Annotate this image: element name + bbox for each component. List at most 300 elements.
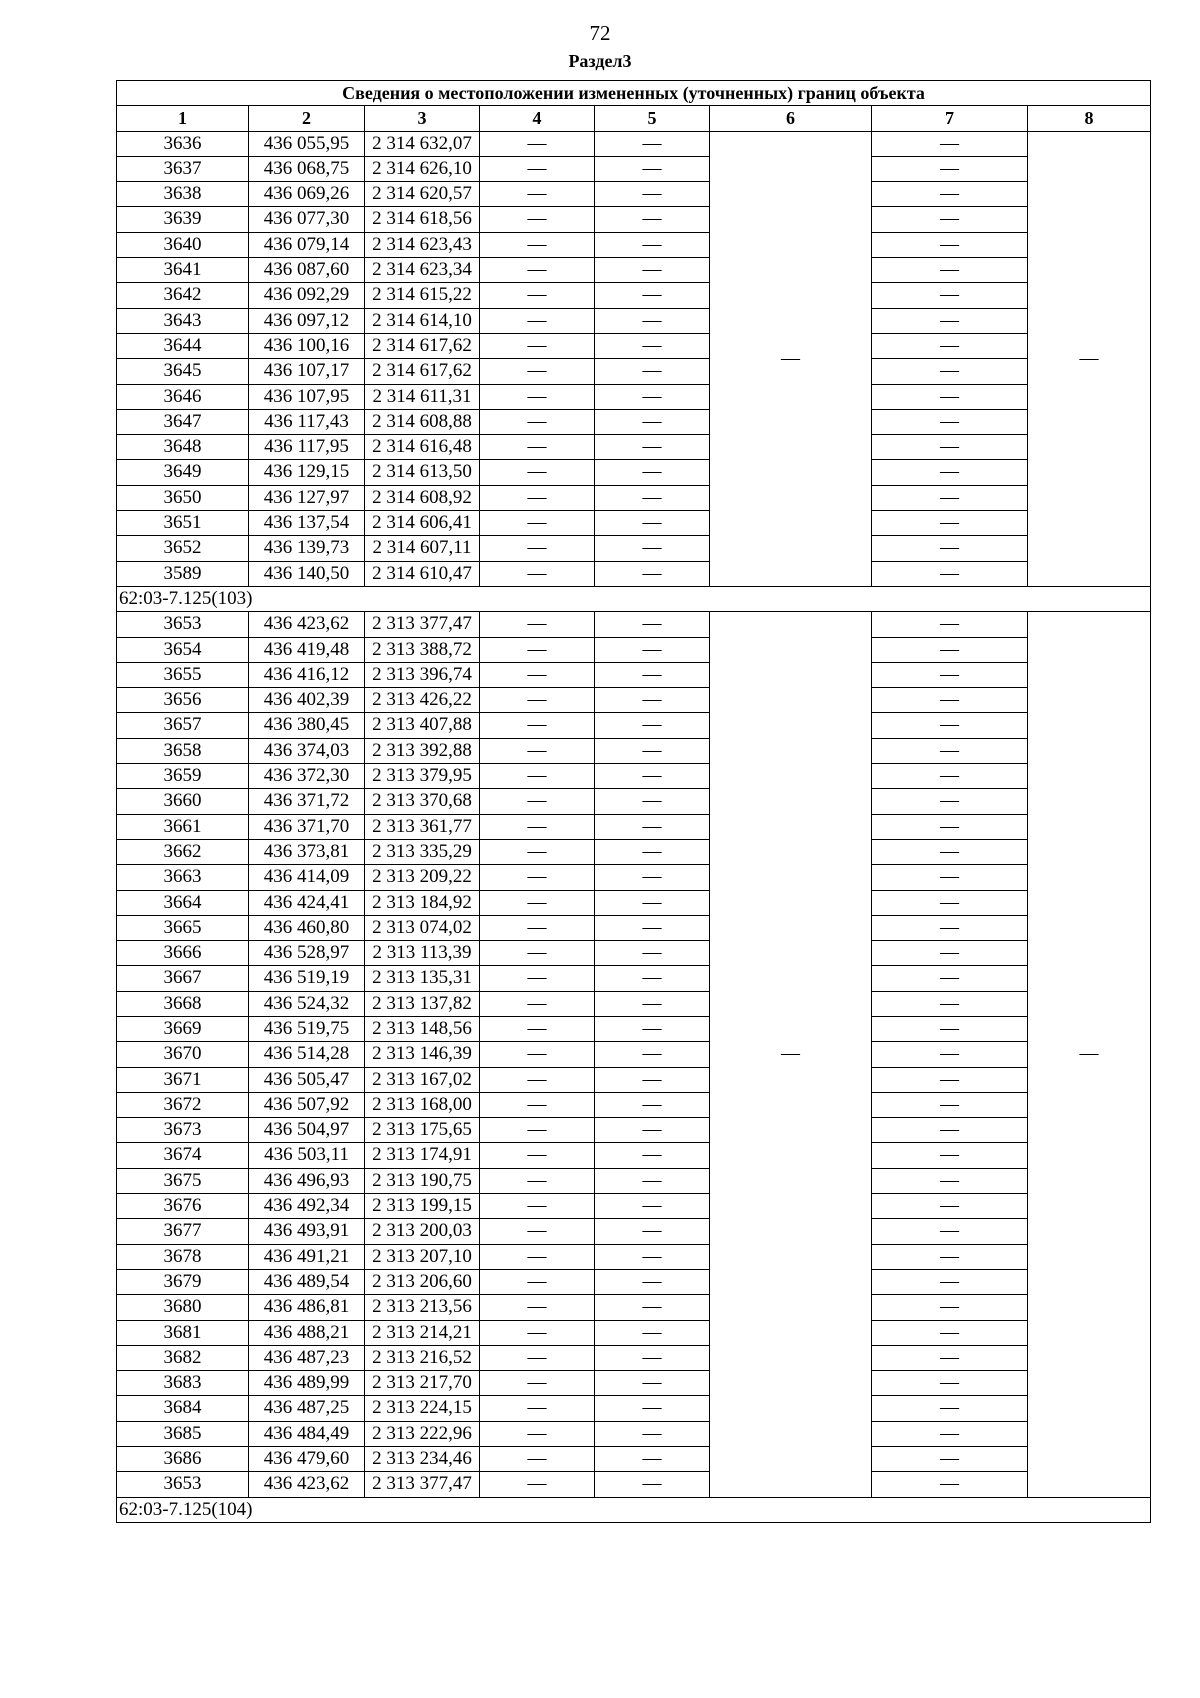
y-coordinate-cell: 2 313 214,21 xyxy=(365,1320,480,1345)
point-number-cell: 3649 xyxy=(117,460,249,485)
col6-merged-cell: — xyxy=(710,612,872,1497)
col7-cell: — xyxy=(872,156,1028,181)
y-coordinate-cell: 2 313 135,31 xyxy=(365,966,480,991)
col7-cell: — xyxy=(872,1447,1028,1472)
y-coordinate-cell: 2 314 606,41 xyxy=(365,511,480,536)
x-coordinate-cell: 436 129,15 xyxy=(249,460,365,485)
col5-cell: — xyxy=(595,1194,710,1219)
col5-cell: — xyxy=(595,1371,710,1396)
point-number-cell: 3652 xyxy=(117,536,249,561)
point-number-cell: 3653 xyxy=(117,1472,249,1497)
point-number-cell: 3667 xyxy=(117,966,249,991)
table-row xyxy=(117,1269,1151,1294)
col4-cell: — xyxy=(480,1396,595,1421)
col7-cell: — xyxy=(872,536,1028,561)
point-number-cell: 3683 xyxy=(117,1371,249,1396)
col4-cell: — xyxy=(480,485,595,510)
col8-merged-cell: — xyxy=(1028,612,1151,1497)
column-number: 1 xyxy=(117,106,249,131)
col5-cell: — xyxy=(595,890,710,915)
x-coordinate-cell: 436 528,97 xyxy=(249,941,365,966)
y-coordinate-cell: 2 313 137,82 xyxy=(365,991,480,1016)
col7-cell: — xyxy=(872,561,1028,586)
point-number-cell: 3679 xyxy=(117,1269,249,1294)
col5-cell: — xyxy=(595,966,710,991)
y-coordinate-cell: 2 313 206,60 xyxy=(365,1269,480,1294)
col5-cell: — xyxy=(595,1447,710,1472)
col7-cell: — xyxy=(872,637,1028,662)
col4-cell: — xyxy=(480,1244,595,1269)
table-row xyxy=(117,1219,1151,1244)
col7-cell: — xyxy=(872,435,1028,460)
y-coordinate-cell: 2 313 190,75 xyxy=(365,1168,480,1193)
col5-cell: — xyxy=(595,688,710,713)
col4-cell: — xyxy=(480,713,595,738)
col7-cell: — xyxy=(872,384,1028,409)
col5-cell: — xyxy=(595,865,710,890)
x-coordinate-cell: 436 372,30 xyxy=(249,764,365,789)
table-row xyxy=(117,1396,1151,1421)
x-coordinate-cell: 436 374,03 xyxy=(249,738,365,763)
table-row xyxy=(117,1168,1151,1193)
y-coordinate-cell: 2 313 184,92 xyxy=(365,890,480,915)
col5-cell: — xyxy=(595,333,710,358)
col5-cell: — xyxy=(595,764,710,789)
point-number-cell: 3658 xyxy=(117,738,249,763)
table-row xyxy=(117,890,1151,915)
table-row xyxy=(117,1421,1151,1446)
y-coordinate-cell: 2 314 626,10 xyxy=(365,156,480,181)
col5-cell: — xyxy=(595,1168,710,1193)
x-coordinate-cell: 436 492,34 xyxy=(249,1194,365,1219)
y-coordinate-cell: 2 313 388,72 xyxy=(365,637,480,662)
y-coordinate-cell: 2 314 615,22 xyxy=(365,283,480,308)
y-coordinate-cell: 2 314 617,62 xyxy=(365,359,480,384)
x-coordinate-cell: 436 371,72 xyxy=(249,789,365,814)
point-number-cell: 3589 xyxy=(117,561,249,586)
col4-cell: — xyxy=(480,1092,595,1117)
col4-cell: — xyxy=(480,182,595,207)
table-row xyxy=(117,1118,1151,1143)
point-number-cell: 3644 xyxy=(117,333,249,358)
column-number: 2 xyxy=(249,106,365,131)
x-coordinate-cell: 436 505,47 xyxy=(249,1067,365,1092)
y-coordinate-cell: 2 313 200,03 xyxy=(365,1219,480,1244)
y-coordinate-cell: 2 313 377,47 xyxy=(365,612,480,637)
point-number-cell: 3637 xyxy=(117,156,249,181)
col7-cell: — xyxy=(872,1421,1028,1446)
col4-cell: — xyxy=(480,688,595,713)
table-row xyxy=(117,1295,1151,1320)
table-row xyxy=(117,561,1151,586)
y-coordinate-cell: 2 313 146,39 xyxy=(365,1042,480,1067)
x-coordinate-cell: 436 487,23 xyxy=(249,1345,365,1370)
col4-cell: — xyxy=(480,637,595,662)
col4-cell: — xyxy=(480,207,595,232)
x-coordinate-cell: 436 514,28 xyxy=(249,1042,365,1067)
col7-cell: — xyxy=(872,1016,1028,1041)
col4-cell: — xyxy=(480,1295,595,1320)
x-coordinate-cell: 436 424,41 xyxy=(249,890,365,915)
column-number: 3 xyxy=(365,106,480,131)
page-number: 72 xyxy=(589,21,611,45)
x-coordinate-cell: 436 416,12 xyxy=(249,662,365,687)
table-row xyxy=(117,1320,1151,1345)
boundary-coordinates-table xyxy=(116,80,1151,1523)
col4-cell: — xyxy=(480,1219,595,1244)
col7-cell: — xyxy=(872,258,1028,283)
y-coordinate-cell: 2 313 213,56 xyxy=(365,1295,480,1320)
column-number: 8 xyxy=(1028,106,1151,131)
y-coordinate-cell: 2 314 608,88 xyxy=(365,409,480,434)
y-coordinate-cell: 2 314 618,56 xyxy=(365,207,480,232)
column-number: 7 xyxy=(872,106,1028,131)
y-coordinate-cell: 2 313 392,88 xyxy=(365,738,480,763)
point-number-cell: 3670 xyxy=(117,1042,249,1067)
col4-cell: — xyxy=(480,1168,595,1193)
table-row xyxy=(117,991,1151,1016)
col4-cell: — xyxy=(480,232,595,257)
x-coordinate-cell: 436 097,12 xyxy=(249,308,365,333)
col7-cell: — xyxy=(872,612,1028,637)
col4-cell: — xyxy=(480,561,595,586)
x-coordinate-cell: 436 079,14 xyxy=(249,232,365,257)
col7-cell: — xyxy=(872,308,1028,333)
x-coordinate-cell: 436 137,54 xyxy=(249,511,365,536)
col5-cell: — xyxy=(595,738,710,763)
y-coordinate-cell: 2 314 623,34 xyxy=(365,258,480,283)
col4-cell: — xyxy=(480,1269,595,1294)
point-number-cell: 3661 xyxy=(117,814,249,839)
col5-cell: — xyxy=(595,207,710,232)
y-coordinate-cell: 2 313 148,56 xyxy=(365,1016,480,1041)
point-number-cell: 3657 xyxy=(117,713,249,738)
col5-cell: — xyxy=(595,941,710,966)
col4-cell: — xyxy=(480,789,595,814)
table-row xyxy=(117,1194,1151,1219)
table-body xyxy=(117,81,1151,1523)
col7-cell: — xyxy=(872,182,1028,207)
point-number-cell: 3675 xyxy=(117,1168,249,1193)
col7-cell: — xyxy=(872,738,1028,763)
x-coordinate-cell: 436 107,95 xyxy=(249,384,365,409)
col4-cell: — xyxy=(480,865,595,890)
table-row xyxy=(117,384,1151,409)
col4-cell: — xyxy=(480,1447,595,1472)
col5-cell: — xyxy=(595,409,710,434)
x-coordinate-cell: 436 488,21 xyxy=(249,1320,365,1345)
y-coordinate-cell: 2 313 379,95 xyxy=(365,764,480,789)
x-coordinate-cell: 436 507,92 xyxy=(249,1092,365,1117)
point-number-cell: 3648 xyxy=(117,435,249,460)
col4-cell: — xyxy=(480,359,595,384)
y-coordinate-cell: 2 313 207,10 xyxy=(365,1244,480,1269)
x-coordinate-cell: 436 414,09 xyxy=(249,865,365,890)
x-coordinate-cell: 436 491,21 xyxy=(249,1244,365,1269)
col7-cell: — xyxy=(872,839,1028,864)
col5-cell: — xyxy=(595,283,710,308)
col7-cell: — xyxy=(872,232,1028,257)
y-coordinate-cell: 2 314 617,62 xyxy=(365,333,480,358)
x-coordinate-cell: 436 503,11 xyxy=(249,1143,365,1168)
table-row xyxy=(117,359,1151,384)
col7-cell: — xyxy=(872,764,1028,789)
x-coordinate-cell: 436 496,93 xyxy=(249,1168,365,1193)
col5-cell: — xyxy=(595,384,710,409)
table-row xyxy=(117,409,1151,434)
col5-cell: — xyxy=(595,1219,710,1244)
col5-cell: — xyxy=(595,1472,710,1497)
y-coordinate-cell: 2 313 199,15 xyxy=(365,1194,480,1219)
col4-cell: — xyxy=(480,1194,595,1219)
table-row xyxy=(117,1345,1151,1370)
x-coordinate-cell: 436 460,80 xyxy=(249,915,365,940)
col7-cell: — xyxy=(872,1219,1028,1244)
col7-cell: — xyxy=(872,1092,1028,1117)
table-row xyxy=(117,662,1151,687)
table-row xyxy=(117,1447,1151,1472)
table-row xyxy=(117,764,1151,789)
point-number-cell: 3655 xyxy=(117,662,249,687)
table-row xyxy=(117,1067,1151,1092)
point-number-cell: 3636 xyxy=(117,131,249,156)
table-row xyxy=(117,688,1151,713)
y-coordinate-cell: 2 313 222,96 xyxy=(365,1421,480,1446)
col5-cell: — xyxy=(595,1269,710,1294)
col4-cell: — xyxy=(480,333,595,358)
col5-cell: — xyxy=(595,814,710,839)
y-coordinate-cell: 2 313 175,65 xyxy=(365,1118,480,1143)
col7-cell: — xyxy=(872,1396,1028,1421)
col7-cell: — xyxy=(872,409,1028,434)
col5-cell: — xyxy=(595,612,710,637)
point-number-cell: 3659 xyxy=(117,764,249,789)
table-row xyxy=(117,612,1151,637)
x-coordinate-cell: 436 479,60 xyxy=(249,1447,365,1472)
table-row xyxy=(117,333,1151,358)
x-coordinate-cell: 436 373,81 xyxy=(249,839,365,864)
col7-cell: — xyxy=(872,1194,1028,1219)
point-number-cell: 3663 xyxy=(117,865,249,890)
point-number-cell: 3680 xyxy=(117,1295,249,1320)
point-number-cell: 3641 xyxy=(117,258,249,283)
col7-cell: — xyxy=(872,991,1028,1016)
table-row xyxy=(117,1042,1151,1067)
point-number-cell: 3686 xyxy=(117,1447,249,1472)
table-row xyxy=(117,865,1151,890)
x-coordinate-cell: 436 423,62 xyxy=(249,612,365,637)
y-coordinate-cell: 2 314 608,92 xyxy=(365,485,480,510)
x-coordinate-cell: 436 127,97 xyxy=(249,485,365,510)
col5-cell: — xyxy=(595,156,710,181)
table-row xyxy=(117,1092,1151,1117)
point-number-cell: 3664 xyxy=(117,890,249,915)
point-number-cell: 3669 xyxy=(117,1016,249,1041)
col7-cell: — xyxy=(872,359,1028,384)
col5-cell: — xyxy=(595,915,710,940)
col8-merged-cell: — xyxy=(1028,131,1151,586)
table-row xyxy=(117,915,1151,940)
table-row xyxy=(117,511,1151,536)
y-coordinate-cell: 2 314 623,43 xyxy=(365,232,480,257)
table-row xyxy=(117,232,1151,257)
col4-cell: — xyxy=(480,612,595,637)
y-coordinate-cell: 2 313 234,46 xyxy=(365,1447,480,1472)
y-coordinate-cell: 2 313 377,47 xyxy=(365,1472,480,1497)
x-coordinate-cell: 436 519,19 xyxy=(249,966,365,991)
x-coordinate-cell: 436 484,49 xyxy=(249,1421,365,1446)
col7-cell: — xyxy=(872,966,1028,991)
x-coordinate-cell: 436 402,39 xyxy=(249,688,365,713)
point-number-cell: 3674 xyxy=(117,1143,249,1168)
col4-cell: — xyxy=(480,1016,595,1041)
col7-cell: — xyxy=(872,865,1028,890)
col7-cell: — xyxy=(872,1320,1028,1345)
col4-cell: — xyxy=(480,764,595,789)
col5-cell: — xyxy=(595,460,710,485)
column-number: 6 xyxy=(710,106,872,131)
y-coordinate-cell: 2 314 614,10 xyxy=(365,308,480,333)
col4-cell: — xyxy=(480,941,595,966)
point-number-cell: 3666 xyxy=(117,941,249,966)
col7-cell: — xyxy=(872,1143,1028,1168)
y-coordinate-cell: 2 313 216,52 xyxy=(365,1345,480,1370)
x-coordinate-cell: 436 055,95 xyxy=(249,131,365,156)
table-row xyxy=(117,460,1151,485)
x-coordinate-cell: 436 489,99 xyxy=(249,1371,365,1396)
x-coordinate-cell: 436 504,97 xyxy=(249,1118,365,1143)
col7-cell: — xyxy=(872,1067,1028,1092)
col7-cell: — xyxy=(872,814,1028,839)
col7-cell: — xyxy=(872,207,1028,232)
y-coordinate-cell: 2 314 616,48 xyxy=(365,435,480,460)
col5-cell: — xyxy=(595,1295,710,1320)
point-number-cell: 3640 xyxy=(117,232,249,257)
x-coordinate-cell: 436 489,54 xyxy=(249,1269,365,1294)
col7-cell: — xyxy=(872,1269,1028,1294)
col7-cell: — xyxy=(872,1118,1028,1143)
x-coordinate-cell: 436 068,75 xyxy=(249,156,365,181)
col7-cell: — xyxy=(872,713,1028,738)
table-row xyxy=(117,1244,1151,1269)
point-number-cell: 3645 xyxy=(117,359,249,384)
col5-cell: — xyxy=(595,637,710,662)
y-coordinate-cell: 2 313 361,77 xyxy=(365,814,480,839)
col5-cell: — xyxy=(595,1143,710,1168)
y-coordinate-cell: 2 313 426,22 xyxy=(365,688,480,713)
table-row xyxy=(117,789,1151,814)
x-coordinate-cell: 436 100,16 xyxy=(249,333,365,358)
col7-cell: — xyxy=(872,662,1028,687)
point-number-cell: 3676 xyxy=(117,1194,249,1219)
col7-cell: — xyxy=(872,688,1028,713)
col7-cell: — xyxy=(872,1371,1028,1396)
point-number-cell: 3646 xyxy=(117,384,249,409)
col5-cell: — xyxy=(595,511,710,536)
col4-cell: — xyxy=(480,915,595,940)
x-coordinate-cell: 436 107,17 xyxy=(249,359,365,384)
col7-cell: — xyxy=(872,1168,1028,1193)
col5-cell: — xyxy=(595,662,710,687)
col4-cell: — xyxy=(480,839,595,864)
y-coordinate-cell: 2 313 217,70 xyxy=(365,1371,480,1396)
col4-cell: — xyxy=(480,1472,595,1497)
table-row xyxy=(117,536,1151,561)
point-number-cell: 3653 xyxy=(117,612,249,637)
group-label: 62:03-7.125(103) xyxy=(117,586,1151,611)
y-coordinate-cell: 2 314 611,31 xyxy=(365,384,480,409)
point-number-cell: 3650 xyxy=(117,485,249,510)
y-coordinate-cell: 2 313 407,88 xyxy=(365,713,480,738)
col5-cell: — xyxy=(595,1092,710,1117)
col5-cell: — xyxy=(595,258,710,283)
x-coordinate-cell: 436 423,62 xyxy=(249,1472,365,1497)
table-row xyxy=(117,966,1151,991)
y-coordinate-cell: 2 313 224,15 xyxy=(365,1396,480,1421)
table-row xyxy=(117,1016,1151,1041)
x-coordinate-cell: 436 117,95 xyxy=(249,435,365,460)
y-coordinate-cell: 2 313 396,74 xyxy=(365,662,480,687)
col7-cell: — xyxy=(872,131,1028,156)
col4-cell: — xyxy=(480,308,595,333)
table-row xyxy=(117,1472,1151,1497)
col7-cell: — xyxy=(872,283,1028,308)
x-coordinate-cell: 436 380,45 xyxy=(249,713,365,738)
x-coordinate-cell: 436 139,73 xyxy=(249,536,365,561)
col4-cell: — xyxy=(480,1371,595,1396)
col4-cell: — xyxy=(480,435,595,460)
col5-cell: — xyxy=(595,839,710,864)
section-title: Раздел3 xyxy=(568,51,632,71)
col5-cell: — xyxy=(595,561,710,586)
point-number-cell: 3639 xyxy=(117,207,249,232)
col4-cell: — xyxy=(480,384,595,409)
col4-cell: — xyxy=(480,258,595,283)
col5-cell: — xyxy=(595,1016,710,1041)
point-number-cell: 3643 xyxy=(117,308,249,333)
col7-cell: — xyxy=(872,333,1028,358)
point-number-cell: 3681 xyxy=(117,1320,249,1345)
col5-cell: — xyxy=(595,1244,710,1269)
group-label-row xyxy=(117,1497,1151,1522)
y-coordinate-cell: 2 314 613,50 xyxy=(365,460,480,485)
x-coordinate-cell: 436 371,70 xyxy=(249,814,365,839)
col5-cell: — xyxy=(595,485,710,510)
col4-cell: — xyxy=(480,991,595,1016)
caption-row xyxy=(117,81,1151,106)
col5-cell: — xyxy=(595,131,710,156)
table-row xyxy=(117,1371,1151,1396)
point-number-cell: 3678 xyxy=(117,1244,249,1269)
point-number-cell: 3671 xyxy=(117,1067,249,1092)
col5-cell: — xyxy=(595,1118,710,1143)
col4-cell: — xyxy=(480,1143,595,1168)
col6-merged-cell: — xyxy=(710,131,872,586)
col7-cell: — xyxy=(872,890,1028,915)
col5-cell: — xyxy=(595,182,710,207)
table-row xyxy=(117,156,1151,181)
point-number-cell: 3638 xyxy=(117,182,249,207)
col7-cell: — xyxy=(872,511,1028,536)
col5-cell: — xyxy=(595,536,710,561)
table-row xyxy=(117,435,1151,460)
y-coordinate-cell: 2 313 335,29 xyxy=(365,839,480,864)
table-row xyxy=(117,258,1151,283)
col5-cell: — xyxy=(595,1042,710,1067)
x-coordinate-cell: 436 092,29 xyxy=(249,283,365,308)
col5-cell: — xyxy=(595,991,710,1016)
point-number-cell: 3685 xyxy=(117,1421,249,1446)
